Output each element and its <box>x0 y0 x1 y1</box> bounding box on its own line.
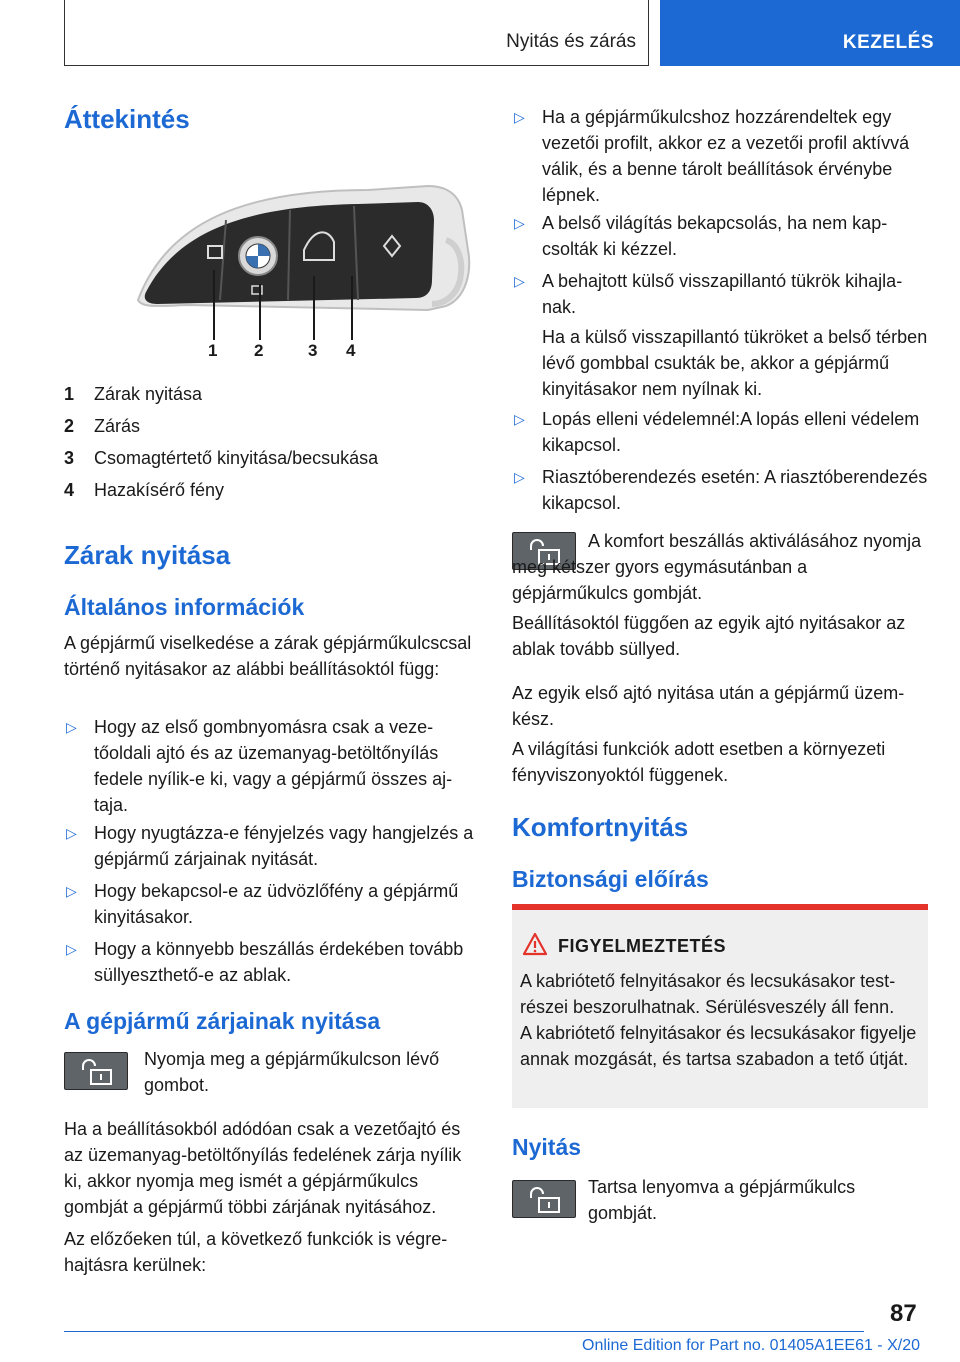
key-callout-4: 4 <box>346 341 356 360</box>
general-info-heading: Általános információk <box>64 594 305 620</box>
warning-text-2: A kabriótető felnyitásakor és lecsukásakor figyelje annak mozgását, és tartsa szabadon a tető útját. <box>520 1023 917 1069</box>
bullet-item <box>512 268 928 320</box>
bullet-item <box>64 820 480 872</box>
unlock-icon <box>527 1186 563 1214</box>
legend-text: Zárás <box>94 416 141 436</box>
unlock-icon <box>79 1058 115 1086</box>
triangle-bullet-icon: ▷ <box>66 719 77 735</box>
triangle-bullet-icon: ▷ <box>514 469 525 485</box>
bullet-item <box>64 878 480 930</box>
unlock-button-symbol <box>64 1052 128 1090</box>
ready-paragraph: Az egyik első ajtó nyitása után a gépjármű üzemkész. <box>512 683 905 729</box>
locks-paragraph-2: Az előzőeken túl, a következő funkciók is végrehajtásra kerülnek: <box>64 1229 448 1275</box>
header-chapter-title: KEZELÉS <box>842 32 934 53</box>
open-button-symbol <box>512 1180 576 1218</box>
legend-number: 4 <box>64 480 75 500</box>
legend-number: 3 <box>64 448 75 468</box>
bullet-item <box>512 464 928 516</box>
mirror-note: Ha a külső visszapillantó tükröket a belső térben lévő gombbal csukták be, akkor a gépjármű kinyitásakor nem nyílnak ki. <box>542 327 928 399</box>
bullet-text: A belső világítás bekapcsolás, ha nem kapcsolták ki kézzel. <box>542 213 888 259</box>
header-chapter-tab[interactable] <box>660 0 960 66</box>
bullet-item <box>512 104 928 208</box>
bullet-text: Hogy nyugtázza-e fényjelzés vagy hangjelzés a gépjármű zárjainak nyitását. <box>94 823 474 869</box>
key-callout-3: 3 <box>308 341 318 360</box>
open-heading: Nyitás <box>512 1134 582 1160</box>
legend-text: Hazakísérő fény <box>94 480 225 500</box>
open-button-text: Tartsa lenyomva a gépjárműkulcs gombját. <box>588 1177 856 1223</box>
locks-paragraph-1: Ha a beállításokból adódóan csak a vezetőajtó és az üzemanyag-betöltőnyílás fedelének zárja nyílik ki, akkor nyomja meg ismét a gépjárműkulcs gombját a gépjármű többi zárjának nyitásához. <box>64 1119 462 1217</box>
overview-heading: Áttekintés <box>64 104 190 134</box>
bullet-text: A behajtott külső visszapillantó tükrök kihajlanak. <box>542 271 903 317</box>
bullet-text: Lopás elleni védelemnél:A lopás elleni védelem kikapcsol. <box>542 409 920 455</box>
bullet-item <box>64 714 480 818</box>
key-callout-2: 2 <box>254 341 264 360</box>
comfort-heading: Komfortnyitás <box>512 812 689 842</box>
bullet-text: Hogy az első gombnyomásra csak a vezetőoldali ajtó és az üzemanyag-betöltőnyílás fedele nyílik-e ki, vagy a gépjármű összes ajtaja. <box>94 717 453 815</box>
legend-number: 2 <box>64 416 75 436</box>
legend-number: 1 <box>64 384 75 404</box>
triangle-bullet-icon: ▷ <box>66 941 77 957</box>
bullet-item <box>512 210 928 262</box>
bullet-text: Riasztóberendezés esetén: A riasztóberendezés kikapcsol. <box>542 467 928 513</box>
bullet-text: Hogy a könnyebb beszállás érdekében tovább süllyeszthető-e az ablak. <box>94 939 464 985</box>
header-section-box <box>64 0 649 66</box>
unlock-heading: Zárak nyitása <box>64 540 231 570</box>
header-section-title: Nyitás és zárás <box>506 31 636 52</box>
vehicle-locks-heading: A gépjármű zárjainak nyitása <box>64 1008 381 1034</box>
bullet-item <box>64 936 480 988</box>
triangle-bullet-icon: ▷ <box>514 215 525 231</box>
comfort-button-text: A komfort beszállás aktiválásához nyomja meg kétszer gyors egymásutánban a gépjárműkulcs gombját. <box>512 531 922 603</box>
windows-paragraph: Beállításoktól függően az egyik ajtó nyitásakor az ablak tovább süllyed. <box>512 613 906 659</box>
bullet-text: Hogy bekapcsol-e az üdvözlőfény a gépjármű kinyitásakor. <box>94 881 459 927</box>
general-intro: A gépjármű viselkedése a zárak gépjárműkulcscsal történő nyitásakor az alábbi beállításoktól függ: <box>64 633 472 679</box>
warning-triangle-icon <box>522 932 548 956</box>
bullet-item <box>512 406 928 458</box>
triangle-bullet-icon: ▷ <box>514 273 525 289</box>
key-callout-1: 1 <box>208 341 218 360</box>
triangle-bullet-icon: ▷ <box>514 411 525 427</box>
page-number: 87 <box>890 1300 917 1327</box>
locks-button-text: Nyomja meg a gépjárműkulcson lévő gombot. <box>144 1049 440 1095</box>
legend-text: Csomagtértető kinyitása/becsukása <box>94 448 379 468</box>
triangle-bullet-icon: ▷ <box>66 825 77 841</box>
warning-box <box>512 904 928 1108</box>
footer-edition: Online Edition for Part no. 01405A1EE61 - X/20 <box>582 1337 920 1354</box>
footer-divider <box>64 1331 864 1332</box>
warning-title: FIGYELMEZTETÉS <box>558 936 727 956</box>
legend-text: Zárak nyitása <box>94 384 203 404</box>
triangle-bullet-icon: ▷ <box>66 883 77 899</box>
warning-text-1: A kabriótető felnyitásakor és lecsukásakor testrészei beszorulhatnak. Sérülésveszély áll fenn. <box>520 971 896 1017</box>
legend-item <box>64 445 378 471</box>
lighting-paragraph: A világítási funkciók adott esetben a környezeti fényviszonyoktól függenek. <box>512 739 886 785</box>
legend-item <box>64 381 202 407</box>
legend-item <box>64 477 224 503</box>
triangle-bullet-icon: ▷ <box>514 109 525 125</box>
legend-item <box>64 413 140 439</box>
key-fob-illustration <box>128 180 478 360</box>
bullet-text: Ha a gépjárműkulcshoz hozzárendeltek egy vezetői profilt, akkor ez a vezetői profil aktívvá válik, és a benne tárolt beállítások érvénybe lépnek. <box>542 107 910 205</box>
safety-heading: Biztonsági előírás <box>512 866 709 892</box>
